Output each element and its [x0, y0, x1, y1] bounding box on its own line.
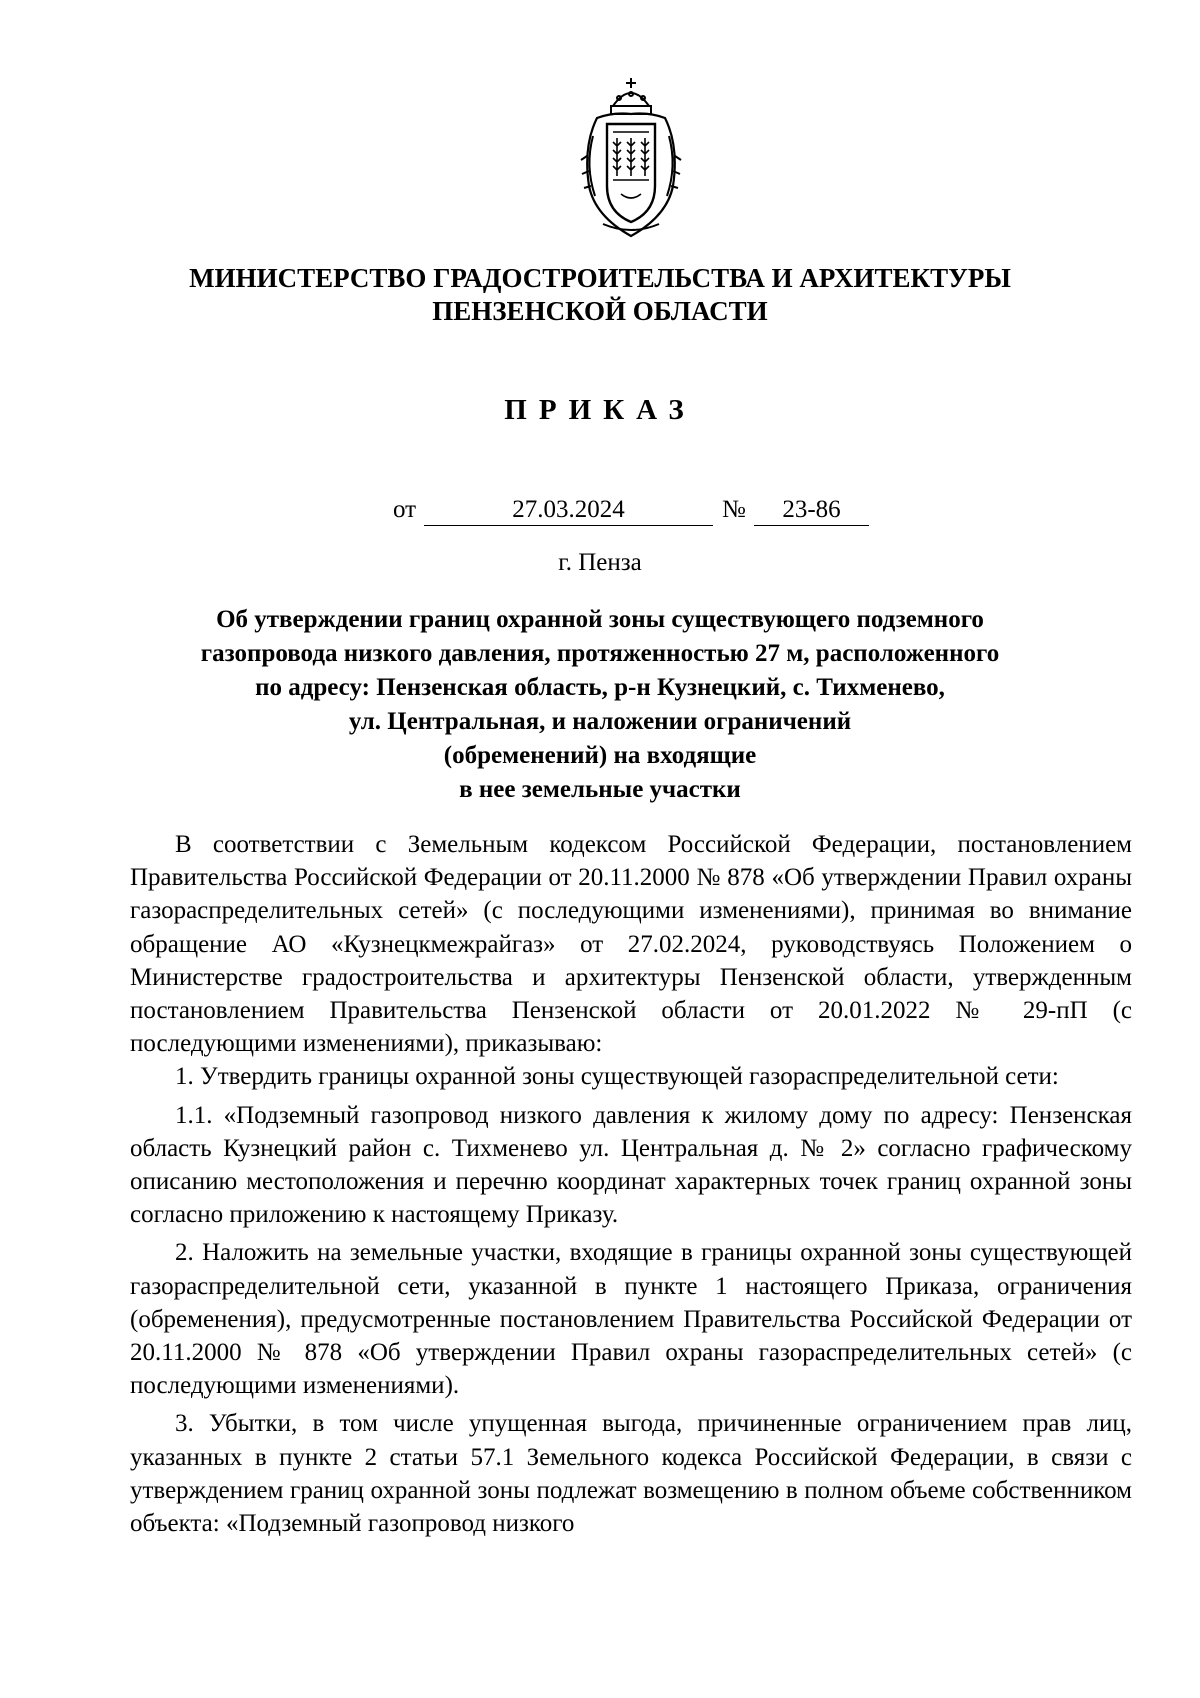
clause-3: 3. Убытки, в том числе упущенная выгода, причиненные ограничением прав лиц, указанных в пункте 2 статьи 57.1 Земельного кодекса Российской Федерации, в связи с утверждением границ охранной зоны подлежат возмещению в полном объеме собственником объекта: «Подземный газопровод низкого — [130, 1410, 1132, 1538]
document-type-title: ПРИКАЗ — [504, 394, 696, 426]
number-label: № — [722, 496, 746, 523]
ministry-name-line1: МИНИСТЕРСТВО ГРАДОСТРОИТЕЛЬСТВА И АРХИТЕКТУРЫ — [189, 263, 1011, 293]
clause-2: 2. Наложить на земельные участки, входящие в границы охранной зоны существующей газораспределительной сети, указанной в пункте 1 настоящего Приказа, ограничения (обременения), предусмотренные постановлением Правительства Российской Федерации от 20.11.2000 № 878 «Об утверждении Правил охраны газораспределительных сетей» (с последующими изменениями). — [130, 1239, 1132, 1400]
preamble-paragraph: В соответствии с Земельным кодексом Российской Федерации, постановлением Правительства Российской Федерации от 20.11.2000 № 878 «Об утверждении Правил охраны газораспределительных сетей» (с последующими изменениями), принимая во внимание обращение АО «Кузнецкмежрайгаз» от 27.02.2024, руководствуясь Положением о Министерстве градостроительства и архитектуры Пензенской области, утвержденным постановлением Правительства Пензенской области от 20.01.2022 № 29-пП (с последующими изменениями), приказываю: — [130, 831, 1132, 1058]
order-number: 23-86 — [754, 495, 869, 526]
subject-line: газопровода низкого давления, протяженностью 27 м, расположенного — [200, 640, 1000, 667]
order-subject — [130, 603, 1070, 807]
clause-1-1: 1.1. «Подземный газопровод низкого давления к жилому дому по адресу: Пензенская область Кузнецкий район с. Тихменево ул. Центральная д. № 2» согласно графическому описанию местоположения и перечню координат характерных точек границ охранной зоны согласно приложению к настоящему Приказу. — [130, 1101, 1132, 1229]
order-date: 27.03.2024 — [424, 495, 713, 526]
penza-oblast-coat-of-arms-icon — [573, 76, 689, 240]
subject-line: Об утверждении границ охранной зоны существующего подземного — [216, 606, 984, 633]
subject-line: по адресу: Пензенская область, р-н Кузнецкий, с. Тихменево, — [255, 674, 945, 701]
clause-1: 1. Утвердить границы охранной зоны существующей газораспределительной сети: — [175, 1063, 1059, 1091]
issue-city: г. Пенза — [558, 549, 642, 576]
ministry-name — [0, 262, 1200, 328]
date-label: от — [393, 496, 417, 523]
subject-line: ул. Центральная, и наложении ограничений — [348, 708, 852, 735]
subject-line: в нее земельные участки — [459, 776, 741, 803]
ministry-name-line2: ПЕНЗЕНСКОЙ ОБЛАСТИ — [432, 296, 768, 326]
order-body — [130, 828, 1132, 1540]
subject-line: (обременений) на входящие — [443, 742, 757, 769]
